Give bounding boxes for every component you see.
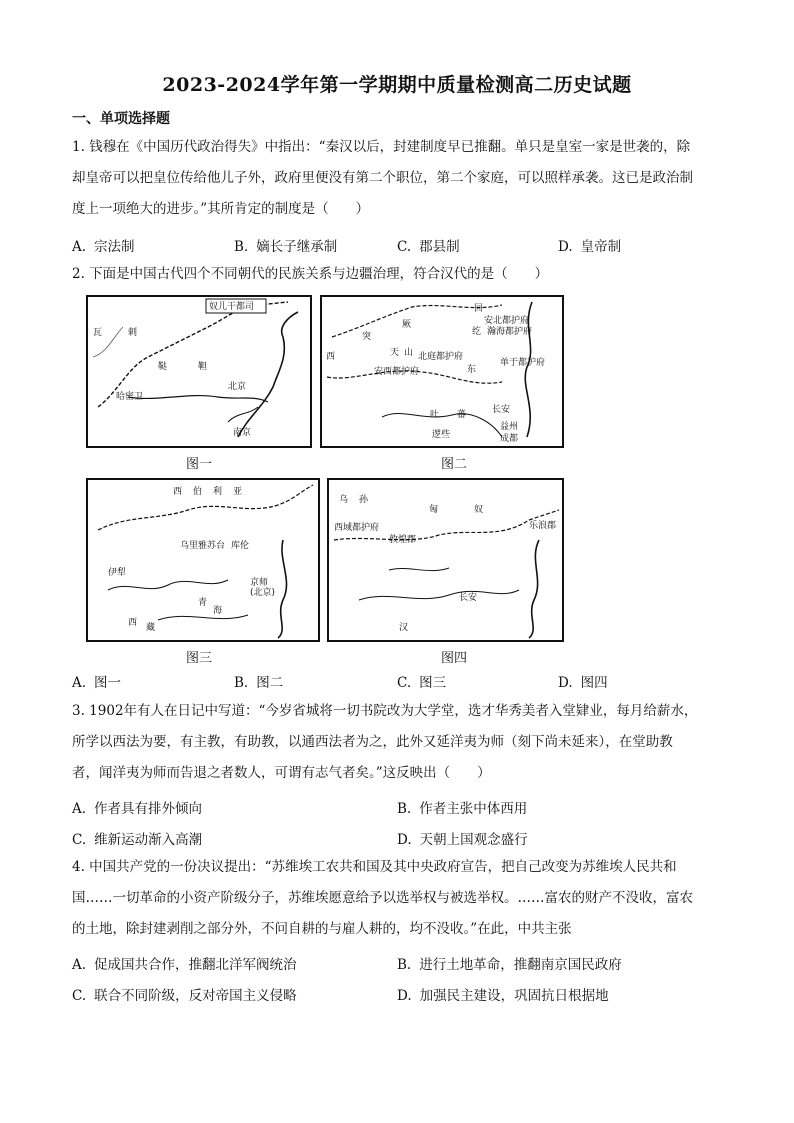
m2-label-tu2: 吐 [430,410,440,420]
m1-label-da: 鞑 [158,362,168,372]
question-3-stem [72,696,732,789]
question-4-options-row-2 [72,984,732,1006]
m2-label-tian: 天 [390,348,400,358]
q1-option-a[interactable]: A. 宗法制 [72,239,135,255]
map-3-graphic [88,480,318,640]
m3-label-xi2: 西 [128,618,138,628]
m2-label-bo: 蕃 [457,410,467,420]
m2-label-beiting: 北庭都护府 [418,352,464,362]
m2-label-anbei: 安北都护府 [484,316,530,326]
m2-label-tu: 突 [362,332,372,342]
q3-line-3: 者，闻洋夷为师而告退之者数人，可谓有志气者矣。”这反映出（ ） [72,765,491,781]
q2-option-c[interactable]: C. 图三 [397,675,447,691]
q2-option-d[interactable]: D. 图四 [558,675,608,691]
q1-option-b[interactable]: B. 嫡长子继承制 [234,239,338,255]
m1-label-hami: 哈密卫 [116,392,144,402]
map-4-caption: 图四 [440,651,467,666]
m4-label-changan: 长安 [459,593,478,603]
q3-option-b[interactable]: B. 作者主张中体西用 [397,801,528,817]
map-figure-1 [86,295,312,448]
m1-label-wa: 瓦 [93,328,103,338]
m3-label-yili: 伊犁 [108,568,127,578]
m4-label-wu: 乌 [339,495,349,505]
q1-option-d[interactable]: D. 皇帝制 [558,239,622,255]
m2-label-hanhai: 瀚海都护府 [487,327,533,337]
m2-label-chengdu: 成都 [500,434,519,444]
q3-option-c[interactable]: C. 维新运动渐入高潮 [72,832,203,848]
question-2-options [72,671,732,693]
m4-label-xiyu: 西域都护府 [334,523,380,533]
q1-option-c[interactable]: C. 郡县制 [397,239,460,255]
q2-option-b[interactable]: B. 图二 [234,675,284,691]
question-1-options [72,235,732,257]
q3-option-d[interactable]: D. 天朝上国观念盛行 [397,832,528,848]
m4-label-dunhuang: 敦煌郡 [389,535,417,545]
m3-label-bo: 伯 [193,487,203,497]
q3-line-2: 所学以西法为要，有主教，有助教，以通西法者为之，此外又延洋夷为师（刻下尚未延来），在堂助教 [72,734,673,750]
map-2-caption: 图二 [440,457,467,472]
map-3-caption: 图三 [185,651,212,666]
question-3-options-row-1 [72,797,732,819]
m2-label-shan: 山 [404,348,414,358]
m3-label-xi: 西 [173,487,183,497]
page-title: 2023-2024学年第一学期期中质量检测高二历史试题 [162,74,632,96]
m4-label-xiong: 匈 [429,505,439,515]
m1-label-beijing: 北京 [228,382,247,392]
m2-label-xi: 西 [326,352,336,362]
m3-label-li: 利 [213,487,223,497]
m4-label-sun: 孙 [359,495,369,505]
m2-label-changan: 长安 [492,405,511,415]
m3-label-ya: 亚 [233,487,243,497]
q4-line-2: 国……一切革命的小资产阶级分子，苏维埃愿意给予以选举权与被选举权。……富农的财产不没收，富农 [72,890,693,906]
m4-label-han: 汉 [399,623,409,633]
question-4-options-row-1 [72,953,732,975]
q1-line-1: 1. 钱穆在《中国历代政治得失》中指出：“秦汉以后，封建制度早已推翻。单只是皇室一家是世袭的，除 [72,139,691,155]
q4-option-b[interactable]: B. 进行土地革命，推翻南京国民政府 [397,957,622,973]
m2-label-jue: 厥 [402,320,412,330]
question-2-stem [72,259,732,290]
q2-option-a[interactable]: A. 图一 [72,675,122,691]
q4-option-d[interactable]: D. 加强民主建设，巩固抗日根据地 [397,988,609,1004]
map-1-graphic [88,297,310,446]
m3-label-zang: 藏 [146,623,156,633]
map-figure-2 [320,295,564,448]
m2-label-luoxie: 逻些 [432,430,451,440]
q2-line-1: 2. 下面是中国古代四个不同朝代的民族关系与边疆治理，符合汉代的是（ ） [72,266,549,282]
m2-label-yizhou: 益州 [500,422,519,432]
m3-label-hai: 海 [213,606,223,616]
question-3-options-row-2 [72,828,732,850]
q4-line-1: 4. 中国共产党的一份决议提出：“苏维埃工农共和国及其中央政府宣告，把自己改变为苏维埃人民共和 [72,859,677,875]
m2-label-dong: 东 [467,365,477,375]
m2-label-hui: 回 [474,304,484,314]
m2-label-anxi: 安西都护府 [374,367,420,377]
m2-label-danyu: 单于都护府 [500,358,546,368]
map-1-caption: 图一 [185,457,212,472]
q4-line-3: 的土地，除封建剥削之部分外，不问自耕的与雇人耕的，均不没收。”在此，中共主张 [72,921,572,937]
m3-label-uliastai: 乌里雅苏台 [180,541,226,551]
map-4-graphic [329,480,562,640]
q4-option-a[interactable]: A. 促成国共合作，推翻北洋军阀统治 [72,957,297,973]
q3-line-1: 3. 1902年有人在日记中写道：“今岁省城将一切书院改为大学堂，选才华秀美者入堂肄业，每月给薪水， [72,703,698,719]
m4-label-nu: 奴 [474,505,484,515]
q1-line-3: 度上一项绝大的进步。”其所肯定的制度是（ ） [72,201,370,217]
q4-option-c[interactable]: C. 联合不同阶级，反对帝国主义侵略 [72,988,297,1004]
q1-line-2: 却皇帝可以把皇位传给他儿子外，政府里便没有第二个职位，第二个家庭，可以照样承袭。这已是政治制 [72,170,693,186]
m1-label-dan: 靼 [198,362,208,372]
section-heading: 一、单项选择题 [72,111,170,127]
m3-label-qing: 青 [198,598,208,608]
question-1-stem [72,132,732,225]
q3-option-a[interactable]: A. 作者具有排外倾向 [72,801,203,817]
question-4-stem [72,852,732,945]
map-figure-4 [327,478,564,642]
map-2-graphic [322,297,562,446]
m3-label-jingshi: 京师 [250,578,269,588]
m3-label-beijing: (北京) [250,588,276,598]
m1-label-nanjing: 南京 [233,428,252,438]
m1-label-nuergan: 奴儿干都司 [209,302,255,312]
m4-label-lelang: 乐浪郡 [529,521,557,531]
m1-label-la: 剌 [128,328,138,338]
m3-label-kulun: 库伦 [231,541,250,551]
m2-label-he: 纥 [472,327,482,337]
map-figure-3 [86,478,320,642]
